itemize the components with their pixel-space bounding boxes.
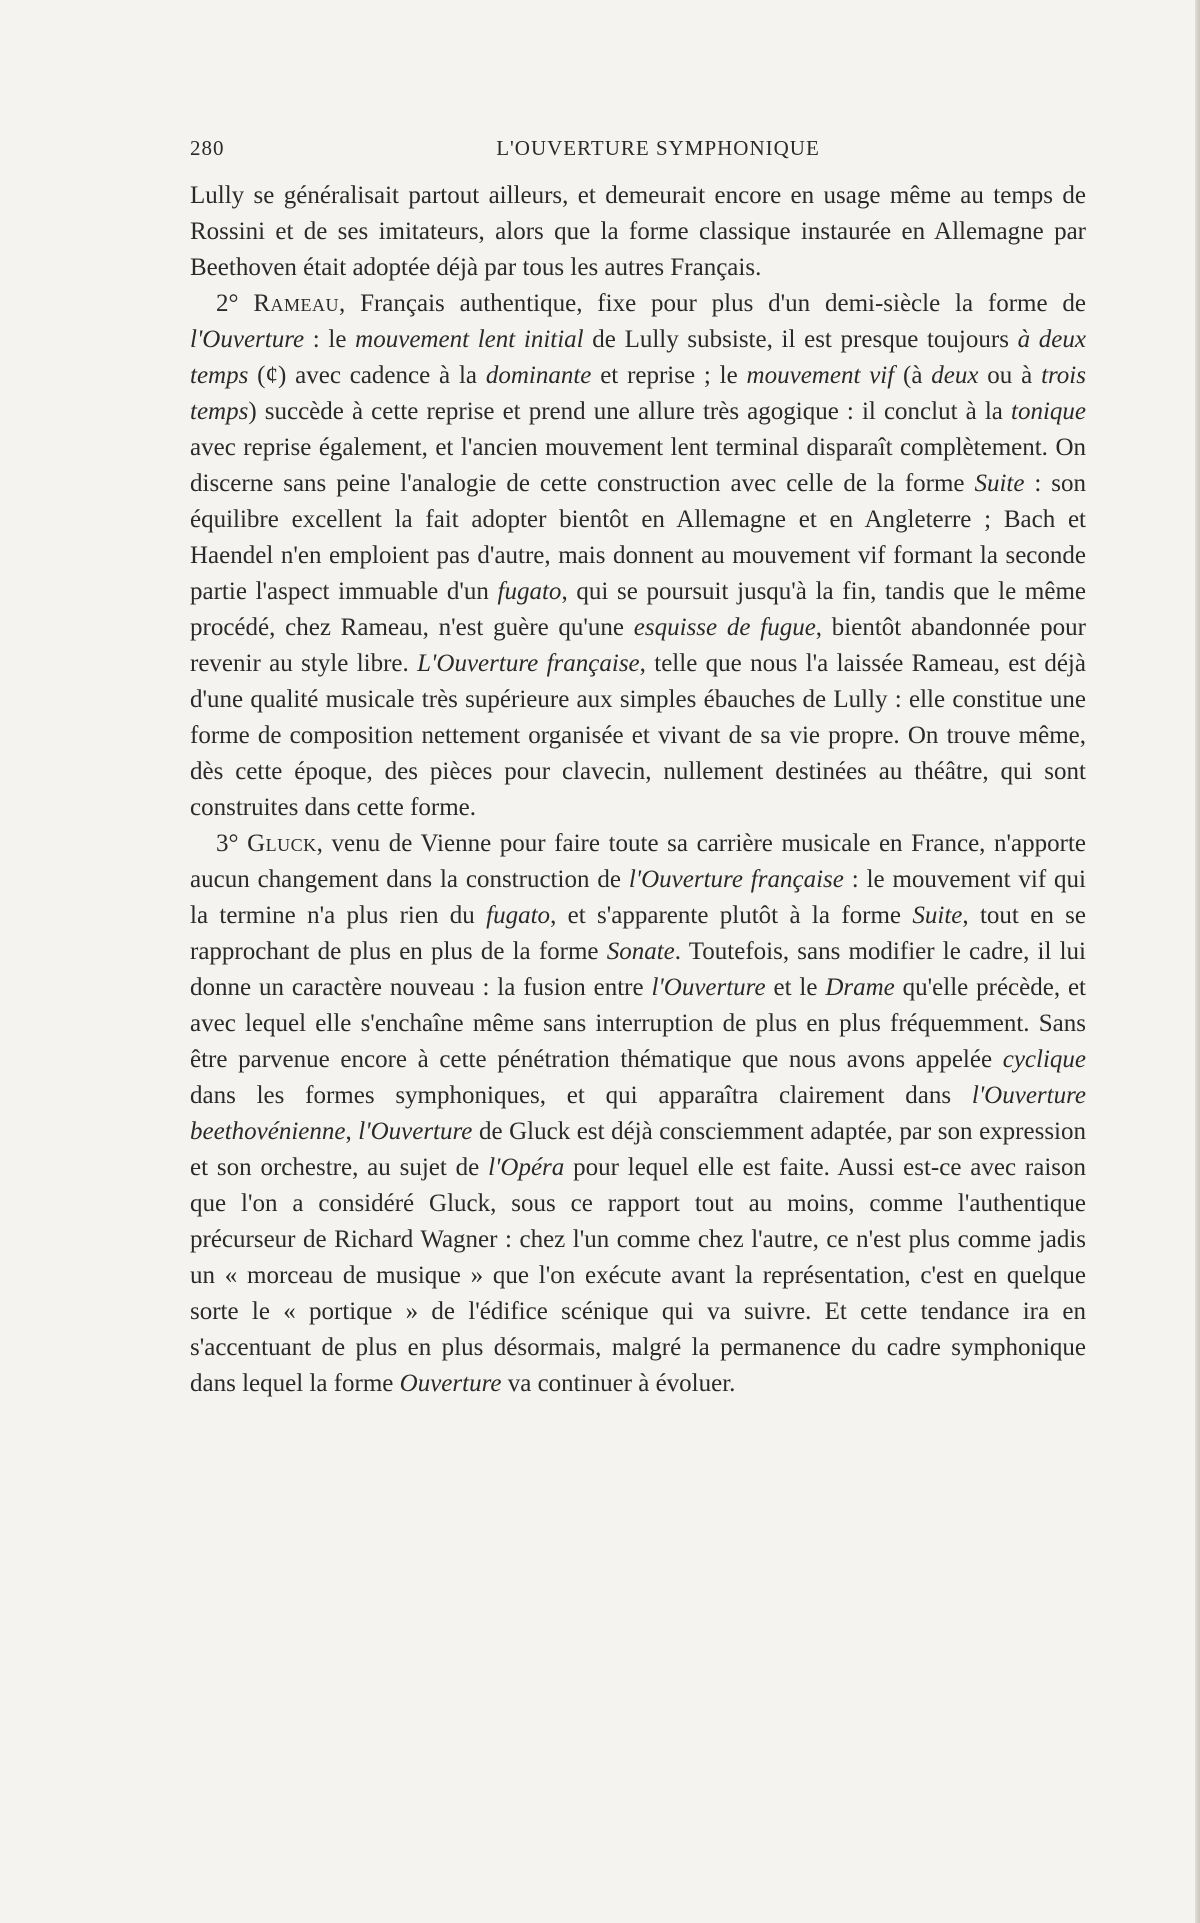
- page-edge: [1195, 0, 1200, 1923]
- paragraph-1: Lully se généralisait partout ailleurs, et demeurait encore en usage même au temps de Rossini et de ses imitateurs, alors que la forme classique instaurée en Allemagne par Beethoven était adoptée déjà par tous les autres Français.: [190, 182, 1086, 281]
- paragraph-3: 3° Gluck, venu de Vienne pour faire toute sa carrière musicale en France, n'apporte aucun changement dans la construction de l'Ouverture française : le mouvement vif qui la termine n'a plus rien du fugato, et s'apparente plutôt à la forme Suite, tout en se rapprochant de plus en plus de la forme Sonate. Toutefois, sans modifier le cadre, il lui donne un caractère nouveau : la fusion entre l'Ouverture et le Drame qu'elle précède, et avec lequel elle s'enchaîne même sans interruption de plus en plus fréquemment. Sans être parvenue encore à cette pénétration thématique que nous avons appelée cyclique dans les formes symphoniques, et qui apparaîtra clairement dans l'Ouverture beethovénienne, l'Ouverture de Gluck est déjà consciemment adaptée, par son expression et son orchestre, au sujet de l'Opéra pour lequel elle est faite. Aussi est-ce avec raison que l'on a considéré Gluck, sous ce rapport tout au moins, comme l'authentique précurseur de Richard Wagner : chez l'un comme chez l'autre, ce n'est plus comme jadis un « morceau de musique » que l'on exécute avant la représentation, c'est en quelque sorte le « portique » de l'édifice scénique qui va suivre. Et cette tendance ira en s'accentuant de plus en plus désormais, malgré la permanence du cadre symphonique dans lequel la forme Ouverture va continuer à évoluer.: [190, 830, 1087, 1397]
- composer-name: Rameau: [253, 290, 339, 317]
- page-header: [190, 136, 1086, 166]
- composer-name: Gluck: [247, 830, 317, 857]
- page-number: 280: [190, 136, 225, 160]
- body-text: [190, 178, 1086, 1402]
- paragraph-2: 2° Rameau, Français authentique, fixe pour plus d'un demi-siècle la forme de l'Ouverture : le mouvement lent initial de Lully subsiste, il est presque toujours à deux temps (¢) avec cadence à la dominante et reprise ; le mouvement vif (à deux ou à trois temps) succède à cette reprise et prend une allure très agogique : il conclut à la tonique avec reprise également, et l'ancien mouvement lent terminal disparaît complètement. On discerne sans peine l'analogie de cette construction avec celle de la forme Suite : son équilibre excellent la fait adopter bientôt en Allemagne et en Angleterre ; Bach et Haendel n'en emploient pas d'autre, mais donnent au mouvement vif formant la seconde partie l'aspect immuable d'un fugato, qui se poursuit jusqu'à la fin, tandis que le même procédé, chez Rameau, n'est guère qu'une esquisse de fugue, bientôt abandonnée pour revenir au style libre. L'Ouverture française, telle que nous l'a laissée Rameau, est déjà d'une qualité musicale très supérieure aux simples ébauches de Lully : elle constitue une forme de composition nettement organisée et vivant de sa vie propre. On trouve même, dès cette époque, des pièces pour clavecin, nullement destinées au théâtre, qui sont construites dans cette forme.: [190, 290, 1087, 821]
- running-title: L'OUVERTURE SYMPHONIQUE: [496, 136, 820, 160]
